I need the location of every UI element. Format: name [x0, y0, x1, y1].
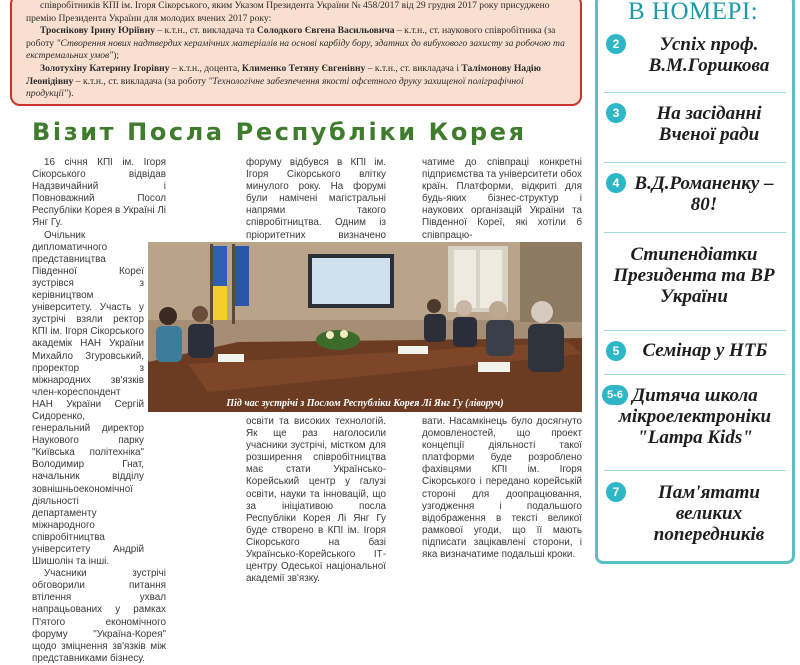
laureate-name: Золотухіну Катерину Ігорівну — [40, 62, 170, 74]
award-first-laureates — [26, 25, 566, 63]
page-number-badge: 7 — [606, 482, 626, 502]
article-paragraph: освіти та високих технологій. Як ще раз наголосили учасники зустрічі, містком для розширення співробітництва має стати Українсько-Корейський центр у галузі освіти, науки та інновацій, що за ініціативою посла Республіки Корея Лі Янг Гу буде створено в КПІ ім. Ігоря Сікорського на базі Українсько-Корейського ІТ-центру Одеської національної академії зв'язку. — [246, 416, 386, 585]
article-paragraph: вати. Насамкінець було досягнуто домовленостей, що проект концепції діяльності такої платформи буде розроблено фахівцями КПІ ім. Ігоря Сікорського і передано корейській стороні для доопрацювання, узгодження і подальшого відображення в тексті великої рамкової угоди, що її мають підписати зацікавлені сторони, і яка визначатиме подальші кроки. — [422, 416, 582, 561]
article-column-2-top — [246, 157, 386, 239]
page-number-badge: 5 — [606, 341, 626, 361]
toc-item[interactable] — [602, 244, 788, 314]
page-number-badge: 2 — [606, 34, 626, 54]
award-work-title: "Створення нових надтвердих керамічних матеріалів на основі карбіду бору, здатних до вибухового захисту за робочою та екстремальних умов" — [26, 37, 565, 62]
toc-divider — [604, 330, 786, 331]
page-number-badge: 3 — [606, 103, 626, 123]
award-work-title: "Технологічне забезпечення якості офсетного друку захищеної поліграфічної продукції" — [26, 75, 524, 100]
toc-item-title: В.Д.Романенку – 80! — [634, 173, 774, 215]
laureate-title: – к.т.н., ст. наукового співробітника (за роботу — [26, 25, 556, 49]
laureate-name: Талімонову Надію Леонідівну — [26, 62, 541, 87]
article-title: Візит Посла Республіки Корея — [32, 118, 527, 146]
toc-item[interactable] — [602, 385, 788, 455]
laureate-title: – к.т.н., доцента, — [169, 62, 242, 74]
article-paragraph: форуму відбувся в КПІ ім. Ігоря Сікорського влітку минулого року. На форумі були намічені магістральні напрями такого співробітництва. Одним із пріоритетних визначено — [246, 157, 386, 241]
toc-item-title: На засіданні Вченої ради — [656, 103, 762, 145]
contents-heading: В НОМЕРІ: — [628, 0, 759, 25]
page-number-badge: 5-6 — [602, 385, 628, 405]
article-column-2-bottom — [246, 416, 386, 585]
punctuation: ); — [113, 50, 120, 62]
laureate-name: Троснікову Ірину Юріївну — [40, 25, 155, 37]
toc-item-title: Стипендіатки Президента та ВР України — [613, 244, 775, 307]
punctuation: ). — [67, 88, 74, 100]
toc-item[interactable] — [602, 103, 788, 153]
article-column-1 — [32, 157, 166, 664]
laureate-title: – к.т.н., ст. викладача (за роботу — [73, 75, 209, 87]
meeting-photo — [148, 242, 582, 412]
laureate-name: Солодкого Євгена Васильовича — [256, 25, 395, 37]
toc-item-title: Дитяча школа мікроелектроніки "Lampa Kids" — [618, 385, 772, 448]
article-paragraph: чатиме до співпраці конкретні підприємства та університети обох країн. Платформи, відкриті для будь-яких бізнес-структур і наукових організацій України та Південної Кореї, які хотіли б співпрацю- — [422, 157, 582, 241]
toc-item-title: Пам'ятати великих попередників — [653, 482, 765, 545]
toc-item[interactable] — [602, 173, 788, 223]
meeting-photo-illustration — [148, 242, 582, 412]
article-paragraph: Очільник дипломатичного представництва Південної Кореї зустрівся з керівництвом університету. Участь у зустрічі взяли ректор КПІ ім. Ігоря Сікорського академік НАН України Михайло Згуровський, проректор з міжнародних зв'язків член-кореспондент НАН України Сергій Сидоренко, генеральний директор Наукового парку "Київська політехніка" Володимир Гнат, начальник відділу зовнішньоекономічної діяльності департаменту міжнародного співробітництва університету Андрій Шишолін та інші. — [32, 229, 144, 568]
toc-item[interactable] — [602, 340, 788, 366]
toc-item-title: Семінар у НТБ — [642, 340, 768, 361]
award-second-laureates — [26, 63, 566, 101]
toc-divider — [604, 162, 786, 163]
article-lead: 16 січня КПІ ім. Ігоря Сікорського відвідав Надзвичайний і Повноважний Посол Республіки Корея в Україні Лі Янг Гу. — [32, 157, 166, 229]
article-paragraph: Учасники зустрічі обговорили питання втілення ухвал напрацьованих у рамках П'ятого економічного форуму "Україна-Корея" щодо зміцнення зв'язків між представниками бізнесу. — [32, 568, 166, 664]
toc-item-title: Успіх проф. В.М.Горшкова — [648, 34, 770, 76]
award-intro: співробітників КПІ ім. Ігоря Сікорського, яким Указом Президента України № 458/2017 від 29 грудня 2017 року присуджено премію Президента України для молодих вчених 2017 року: — [26, 0, 550, 24]
toc-divider — [604, 374, 786, 375]
toc-divider — [604, 92, 786, 93]
toc-item[interactable] — [602, 34, 788, 84]
laureate-name: Клименко Тетяну Євгенівну — [241, 62, 366, 74]
toc-item[interactable] — [602, 482, 788, 552]
article-column-3-top — [422, 157, 582, 239]
laureate-title: – к.т.н., ст. викладача і — [365, 62, 462, 74]
laureate-title: – к.т.н., ст. викладача та — [154, 25, 257, 37]
page-number-badge: 4 — [606, 173, 626, 193]
award-box — [10, 0, 582, 106]
toc-divider — [604, 232, 786, 233]
article-column-3-bottom — [422, 416, 582, 561]
toc-divider — [604, 470, 786, 471]
photo-caption: Під час зустрічі з Послом Республіки Корея Лі Янг Гу (ліворуч) — [226, 398, 504, 409]
